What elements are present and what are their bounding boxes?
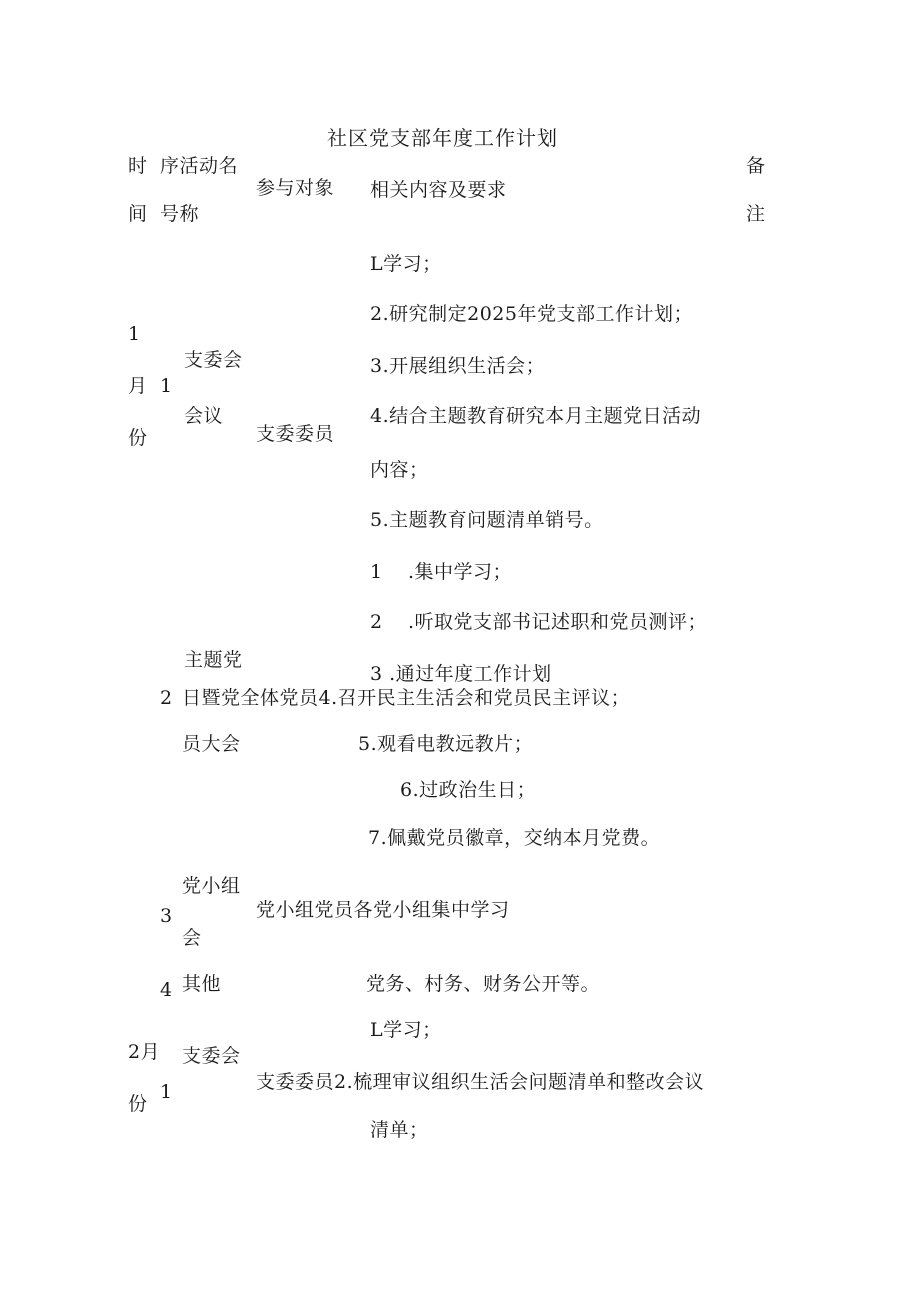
jan-row2-item5: 5.观看电教远教片； <box>358 733 534 755</box>
jan-row2-item3-partial: 3 .通过年度工作计划 <box>370 663 552 685</box>
jan-row4-content: 党务、村务、财务公开等。 <box>366 973 601 995</box>
jan-row3-name-bottom: 会 <box>182 927 202 949</box>
jan-row2-item7: 7.佩戴党员徽章，交纳本月党费。 <box>368 827 661 849</box>
jan-row2-seq: 2 <box>160 687 173 709</box>
jan-row3-name-top: 党小组 <box>182 875 241 897</box>
jan-row2-item3-clipped <box>368 658 788 685</box>
feb-month-fen: 份 <box>128 1093 148 1115</box>
feb-row1-item1: L学习； <box>370 1019 442 1041</box>
feb-row1-item2-cont: 清单； <box>370 1119 429 1141</box>
feb-row1-seq: 1 <box>160 1081 173 1103</box>
jan-row1-item: 3.开展组织生活会； <box>370 355 546 377</box>
jan-row1-item: 内容； <box>370 459 429 481</box>
jan-row1-item: 2.研究制定2025年党支部工作计划； <box>370 303 693 325</box>
jan-row2-name-bottom: 员大会 <box>182 733 241 755</box>
jan-row1-item: L学习； <box>370 253 442 275</box>
jan-row2-merged-line: 日暨党全体党员4.召开民主生活会和党员民主评议； <box>182 687 631 709</box>
jan-row2-item1-text: .集中学习； <box>408 561 513 583</box>
feb-row1-participants-line: 支委委员2.梳理审议组织生活会问题清单和整改会议 <box>256 1071 705 1093</box>
header-remark-bottom: 注 <box>746 203 766 225</box>
feb-month-label: 2月 <box>128 1041 161 1063</box>
jan-row3-merged-line: 党小组党员各党小组集中学习 <box>256 899 510 921</box>
jan-month-digit: 1 <box>128 323 141 345</box>
page-title: 社区党支部年度工作计划 <box>327 126 558 150</box>
header-participants: 参与对象 <box>256 177 335 199</box>
jan-month-fen: 份 <box>128 427 148 449</box>
header-time-top: 时 <box>128 155 148 177</box>
jan-row2-item2-num: 2 <box>370 611 383 633</box>
jan-row1-item: 4.结合主题教育研究本月主题党日活动 <box>370 405 702 427</box>
jan-row2-item1-num: 1 <box>370 561 383 583</box>
header-seq-name-bottom: 号称 <box>160 203 200 225</box>
jan-row1-name-bottom: 会议 <box>184 405 224 427</box>
jan-row1-name-top: 支委会 <box>184 349 243 371</box>
header-seq-name-top: 序活动名 <box>160 155 239 177</box>
jan-row2-item6: 6.过政治生日； <box>400 779 537 801</box>
jan-row4-name: 其他 <box>182 973 222 995</box>
feb-row1-name: 支委会 <box>182 1045 241 1067</box>
jan-row2-name-top: 主题党 <box>184 649 243 671</box>
jan-row1-seq: 1 <box>160 375 173 397</box>
jan-row1-item: 5.主题教育问题清单销号。 <box>370 509 604 531</box>
jan-row4-seq: 4 <box>160 979 173 1001</box>
jan-row2-item2-text: .听取党支部书记述职和党员测评； <box>408 611 708 633</box>
jan-row3-seq: 3 <box>160 905 173 927</box>
jan-month-yue: 月 <box>128 375 148 397</box>
header-content: 相关内容及要求 <box>370 179 507 201</box>
header-time-bottom: 间 <box>128 203 148 225</box>
jan-row1-participants: 支委委员 <box>256 423 335 445</box>
header-remark-top: 备 <box>746 155 766 177</box>
